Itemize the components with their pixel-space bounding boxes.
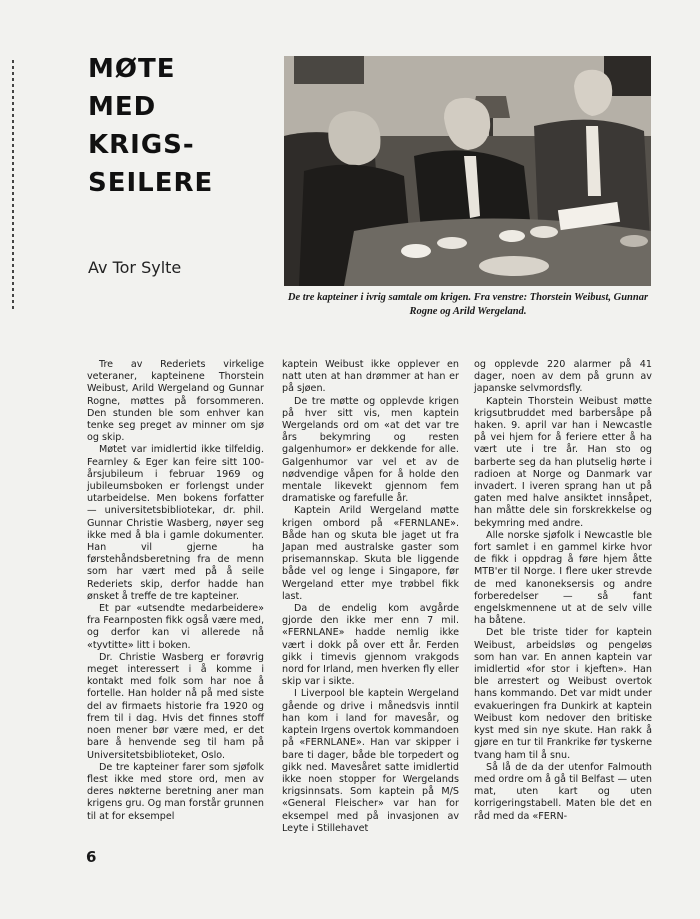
paragraph: Det ble triste tider for kaptein Weibust, arbeidsløs og pengeløs som han var. En annen kaptein var imidlertid «for stor i kjeften». Han ble arrestert og Weibust overtok hans kommando. Det var midt under evakueringen fra Dunkirk at kaptein Weibust kom nedover den britiske kyst med sin nye skute. Han rakk å gjøre en tur til Frankrike før tyskerne tvang ham til å snu. bbox=[474, 627, 652, 761]
text-column-2 bbox=[282, 359, 459, 835]
headline-line: MØTE bbox=[88, 54, 176, 84]
paragraph: De tre kapteiner farer som sjøfolk flest ikke med store ord, men av deres nøkterne beretning aner man krigens gru. Og man forstår grunnen til at for eksempel bbox=[87, 761, 264, 822]
text-column-1 bbox=[87, 359, 264, 823]
text-column-3 bbox=[474, 359, 652, 823]
paragraph: De tre møtte og opplevde krigen på hver sitt vis, men kaptein Wergelands ord om «at det var tre års bekymring og resten galgenhumor» er dekkende for alle. Galgenhumor var vel et av de nødvendige våpen for å holde den mentale likevekt gjennom fem dramatiske og farefulle år. bbox=[282, 395, 459, 505]
paragraph: Et par «utsendte medarbeidere» fra Fearnposten fikk også være med, og derfor kan vi allerede nå «tyvtitte» litt i boken. bbox=[87, 603, 264, 651]
headline-line: SEILERE bbox=[88, 168, 214, 198]
paragraph: og opplevde 220 alarmer på 41 dager, noen av dem på grunn av japanske selvmordsfly. bbox=[474, 359, 652, 395]
paragraph: kaptein Weibust ikke opplever en natt uten at han drømmer at han er på sjøen. bbox=[282, 359, 459, 395]
paragraph: Kaptein Arild Wergeland møtte krigen ombord på «FERNLANE». Både han og skuta ble jaget ut fra Japan med australske gaster som prisemannskap. Skuta ble liggende både vel og lenge i Singapore, før Wergeland etter mye trøbbel fikk last. bbox=[282, 505, 459, 602]
paragraph: Kaptein Thorstein Weibust møtte krigsutbruddet med barbersåpe på haken. 9. april var han i Newcastle på vei hjem for å feriere etter å ha vært ute i tre år. Han sto og barberte seg da han plutselig hørte i radioen at Norge og Danmark var invadert. I iveren sprang han ut på gaten med halve ansiktet innsåpet, han måtte dele sin forskrekkelse og bekymring med andre. bbox=[474, 395, 652, 529]
article-photo bbox=[284, 56, 651, 286]
page-number: 6 bbox=[86, 848, 97, 866]
paragraph: Så lå de da der utenfor Falmouth med ordre om å gå til Belfast — uten mat, uten kart og uten korrigeringstabell. Maten ble det en råd med da «FERN- bbox=[474, 761, 652, 822]
paragraph: I Liverpool ble kaptein Wergeland gående og drive i månedsvis inntil han kom i land for mavesår, og kaptein Irgens overtok kommandoen på «FERNLANE». Han var skipper i bare ti dager, både ble torpedert og gikk ned. Mavesåret satte imidlertid ikke noen stopper for Wergelands krigsinnsats. Som kaptein på M/S «General Fleischer» var han for eksempel med på invasjonen av Leyte i Stillehavet bbox=[282, 688, 459, 834]
headline-line: KRIGS- bbox=[88, 130, 195, 160]
photo-caption: De tre kapteiner i ivrig samtale om krigen. Fra venstre: Thorstein Weibust, Gunnar Rogne og Arild Wergeland. bbox=[287, 292, 649, 317]
margin-rule bbox=[12, 60, 14, 310]
paragraph: Dr. Christie Wasberg er forøvrig meget interessert i å komme i kontakt med folk som har noe å fortelle. Han holder nå på med siste del av firmaets historie fra 1920 og frem til i dag. Hvis det finnes stoff noen mener bør være med, er det bare å henvende seg til ham på Universitetsbiblioteket, Oslo. bbox=[87, 651, 264, 761]
paragraph: Alle norske sjøfolk i Newcastle ble fort samlet i en gammel kirke hvor de fikk i oppdrag å føre hjem åtte MTB'er til Norge. I flere uker strevde de med kanoneksersis og andre forberedelser — så fant engelskmennene ut at de selv ville ha båtene. bbox=[474, 529, 652, 627]
paragraph: Da de endelig kom avgårde gjorde den ikke mer enn 7 mil. «FERNLANE» hadde nemlig ikke vært i dokk på over ett år. Ferden gikk i timevis gjennom vrakgods nord for Irland, men hverken fly eller skip var i sikte. bbox=[282, 603, 459, 688]
paragraph: Tre av Rederiets virkelige veteraner, kapteinene Thorstein Weibust, Arild Wergeland og Gunnar Rogne, møttes på forsommeren. Den stunden ble som enhver kan tenke seg preget av minner om sjø og skip. bbox=[87, 359, 264, 444]
article-headline bbox=[88, 50, 248, 202]
headline-line: MED bbox=[88, 92, 157, 122]
byline: Av Tor Sylte bbox=[88, 258, 182, 277]
paragraph: Møtet var imidlertid ikke tilfeldig. Fearnley & Eger kan feire sitt 100-årsjubileum i februar 1969 og jubileumsboken er forlengst under utarbeidelse. Men bokens forfatter — universitetsbibliotekar, dr. phil. Gunnar Christie Wasberg, nøyer seg ikke med å bla i gamle dokumenter. Han vil gjerne ha førstehåndsberetning fra de menn som har vært med på å seile Rederiets skip, derfor hadde han ønsket å treffe de tre kapteiner. bbox=[87, 444, 264, 602]
